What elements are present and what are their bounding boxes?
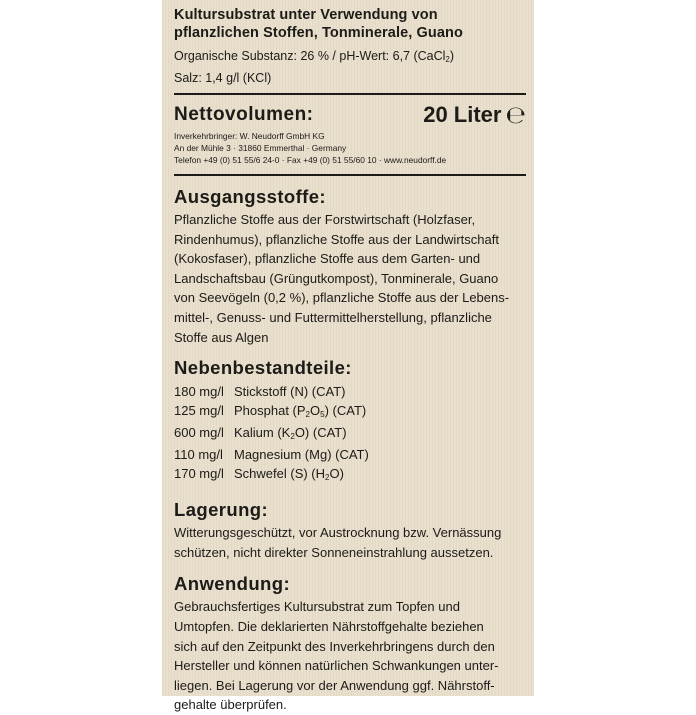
nutrient-row bbox=[174, 465, 526, 487]
producer-info bbox=[174, 130, 526, 166]
nutrients-heading: Nebenbestandteile: bbox=[174, 357, 352, 379]
nutrient-name: Schwefel (S) $(H_2O)$ bbox=[234, 465, 344, 482]
storage-heading: Lagerung: bbox=[174, 499, 269, 521]
nutrient-name: Kalium $(K_2O)$ (CAT) bbox=[234, 424, 347, 441]
organic-matter-ph bbox=[174, 47, 526, 69]
producer-name: Inverkehrbringer: W. Neudorff GmbH KG bbox=[174, 131, 325, 141]
storage-line: Witterungsgeschützt, vor Austrocknung bzw. Vernässung bbox=[174, 525, 502, 541]
ingredients-line: Landschaftsbau (Grüngutkompost), Tonminerale, Guano bbox=[174, 270, 499, 286]
storage-line: schützen, nicht direkter Sonneneinstrahlung aussetzen. bbox=[174, 544, 494, 560]
ingredients-line: (Kokosfaser), pflanzliche Stoffe aus dem Garten- und bbox=[174, 251, 481, 267]
usage-line: Hersteller und können natürlichen Schwankungen unter- bbox=[174, 658, 499, 674]
ingredients-section bbox=[174, 186, 526, 347]
nutrient-amount: 125 mg/l bbox=[174, 402, 224, 418]
organic-matter-suffix: ) bbox=[449, 49, 455, 63]
storage-text bbox=[174, 523, 526, 562]
usage-line: gehalte überprüfen. bbox=[174, 697, 287, 713]
net-volume-value: 20 Liter bbox=[423, 102, 502, 127]
nutrient-amount: 600 mg/l bbox=[174, 424, 224, 440]
nutrient-name: Magnesium (Mg) (CAT) bbox=[234, 447, 369, 463]
ingredients-line: Rindenhumus), pflanzliche Stoffe aus der Landwirtschaft bbox=[174, 231, 499, 247]
salt-content: Salz: 1,4 g/l (KCl) bbox=[174, 71, 272, 85]
net-volume-label: Nettovolumen: bbox=[174, 104, 314, 125]
nutrient-row bbox=[174, 402, 526, 424]
nutrient-amount: 170 mg/l bbox=[174, 465, 224, 481]
net-volume-value-group bbox=[423, 102, 526, 128]
divider bbox=[174, 174, 526, 176]
nutrients-list bbox=[174, 383, 526, 487]
nutrient-amount: 180 mg/l bbox=[174, 384, 224, 400]
nutrient-amount: 110 mg/l bbox=[174, 447, 223, 463]
nutrient-row bbox=[174, 446, 526, 464]
usage-text bbox=[174, 597, 526, 715]
usage-line: sich auf den Zeitpunkt des Inverkehrbringens durch den bbox=[174, 638, 495, 654]
ingredients-line: Stoffe aus Algen bbox=[174, 329, 269, 345]
nutrients-section bbox=[174, 357, 526, 487]
usage-section bbox=[174, 573, 526, 715]
usage-line: Gebrauchsfertiges Kultursubstrat zum Topfen und bbox=[174, 599, 460, 615]
ingredients-line: von Seevögeln (0,2 %), pflanzliche Stoffe aus der Lebens- bbox=[174, 290, 510, 306]
nutrient-row bbox=[174, 424, 526, 446]
nutrient-row bbox=[174, 383, 526, 401]
divider bbox=[174, 93, 526, 95]
producer-contact: Telefon +49 (0) 51 55/6 24-0 · Fax +49 (0) 51 55/60 10 · www.neudorff.de bbox=[174, 155, 447, 165]
ingredients-line: Pflanzliche Stoffe aus der Forstwirtschaft (Holzfaser, bbox=[174, 212, 476, 227]
usage-line: Umtopfen. Die deklarierten Nährstoffgehalte beziehen bbox=[174, 618, 484, 634]
ingredients-heading: Ausgangsstoffe: bbox=[174, 186, 326, 207]
storage-section bbox=[174, 499, 526, 562]
ingredients-line: mittel-, Genuss- und Futtermittelherstellung, pflanzliche bbox=[174, 309, 492, 325]
usage-heading: Anwendung: bbox=[174, 573, 291, 595]
product-title-line2: pflanzlichen Stoffen, Tonminerale, Guano bbox=[174, 25, 463, 41]
nutrient-name: Phosphat $(P_2O_5)$ (CAT) bbox=[234, 402, 367, 419]
product-label bbox=[162, 0, 534, 713]
producer-address: An der Mühle 3 · 31860 Emmerthal · Germany bbox=[174, 143, 347, 153]
usage-line: liegen. Bei Lagerung vor der Anwendung ggf. Nährstoff- bbox=[174, 677, 495, 693]
ingredients-text bbox=[174, 210, 526, 347]
subscript: 2 bbox=[445, 55, 450, 64]
nutrient-name: Stickstoff (N) (CAT) bbox=[234, 384, 346, 400]
net-volume-row bbox=[174, 103, 526, 127]
product-title-line1: Kultursubstrat unter Verwendung von bbox=[174, 7, 438, 23]
organic-matter-text: Organische Substanz: 26 % / pH-Wert: 6,7 (CaCl bbox=[174, 49, 446, 63]
estimated-sign-icon: ℮ bbox=[505, 101, 526, 129]
